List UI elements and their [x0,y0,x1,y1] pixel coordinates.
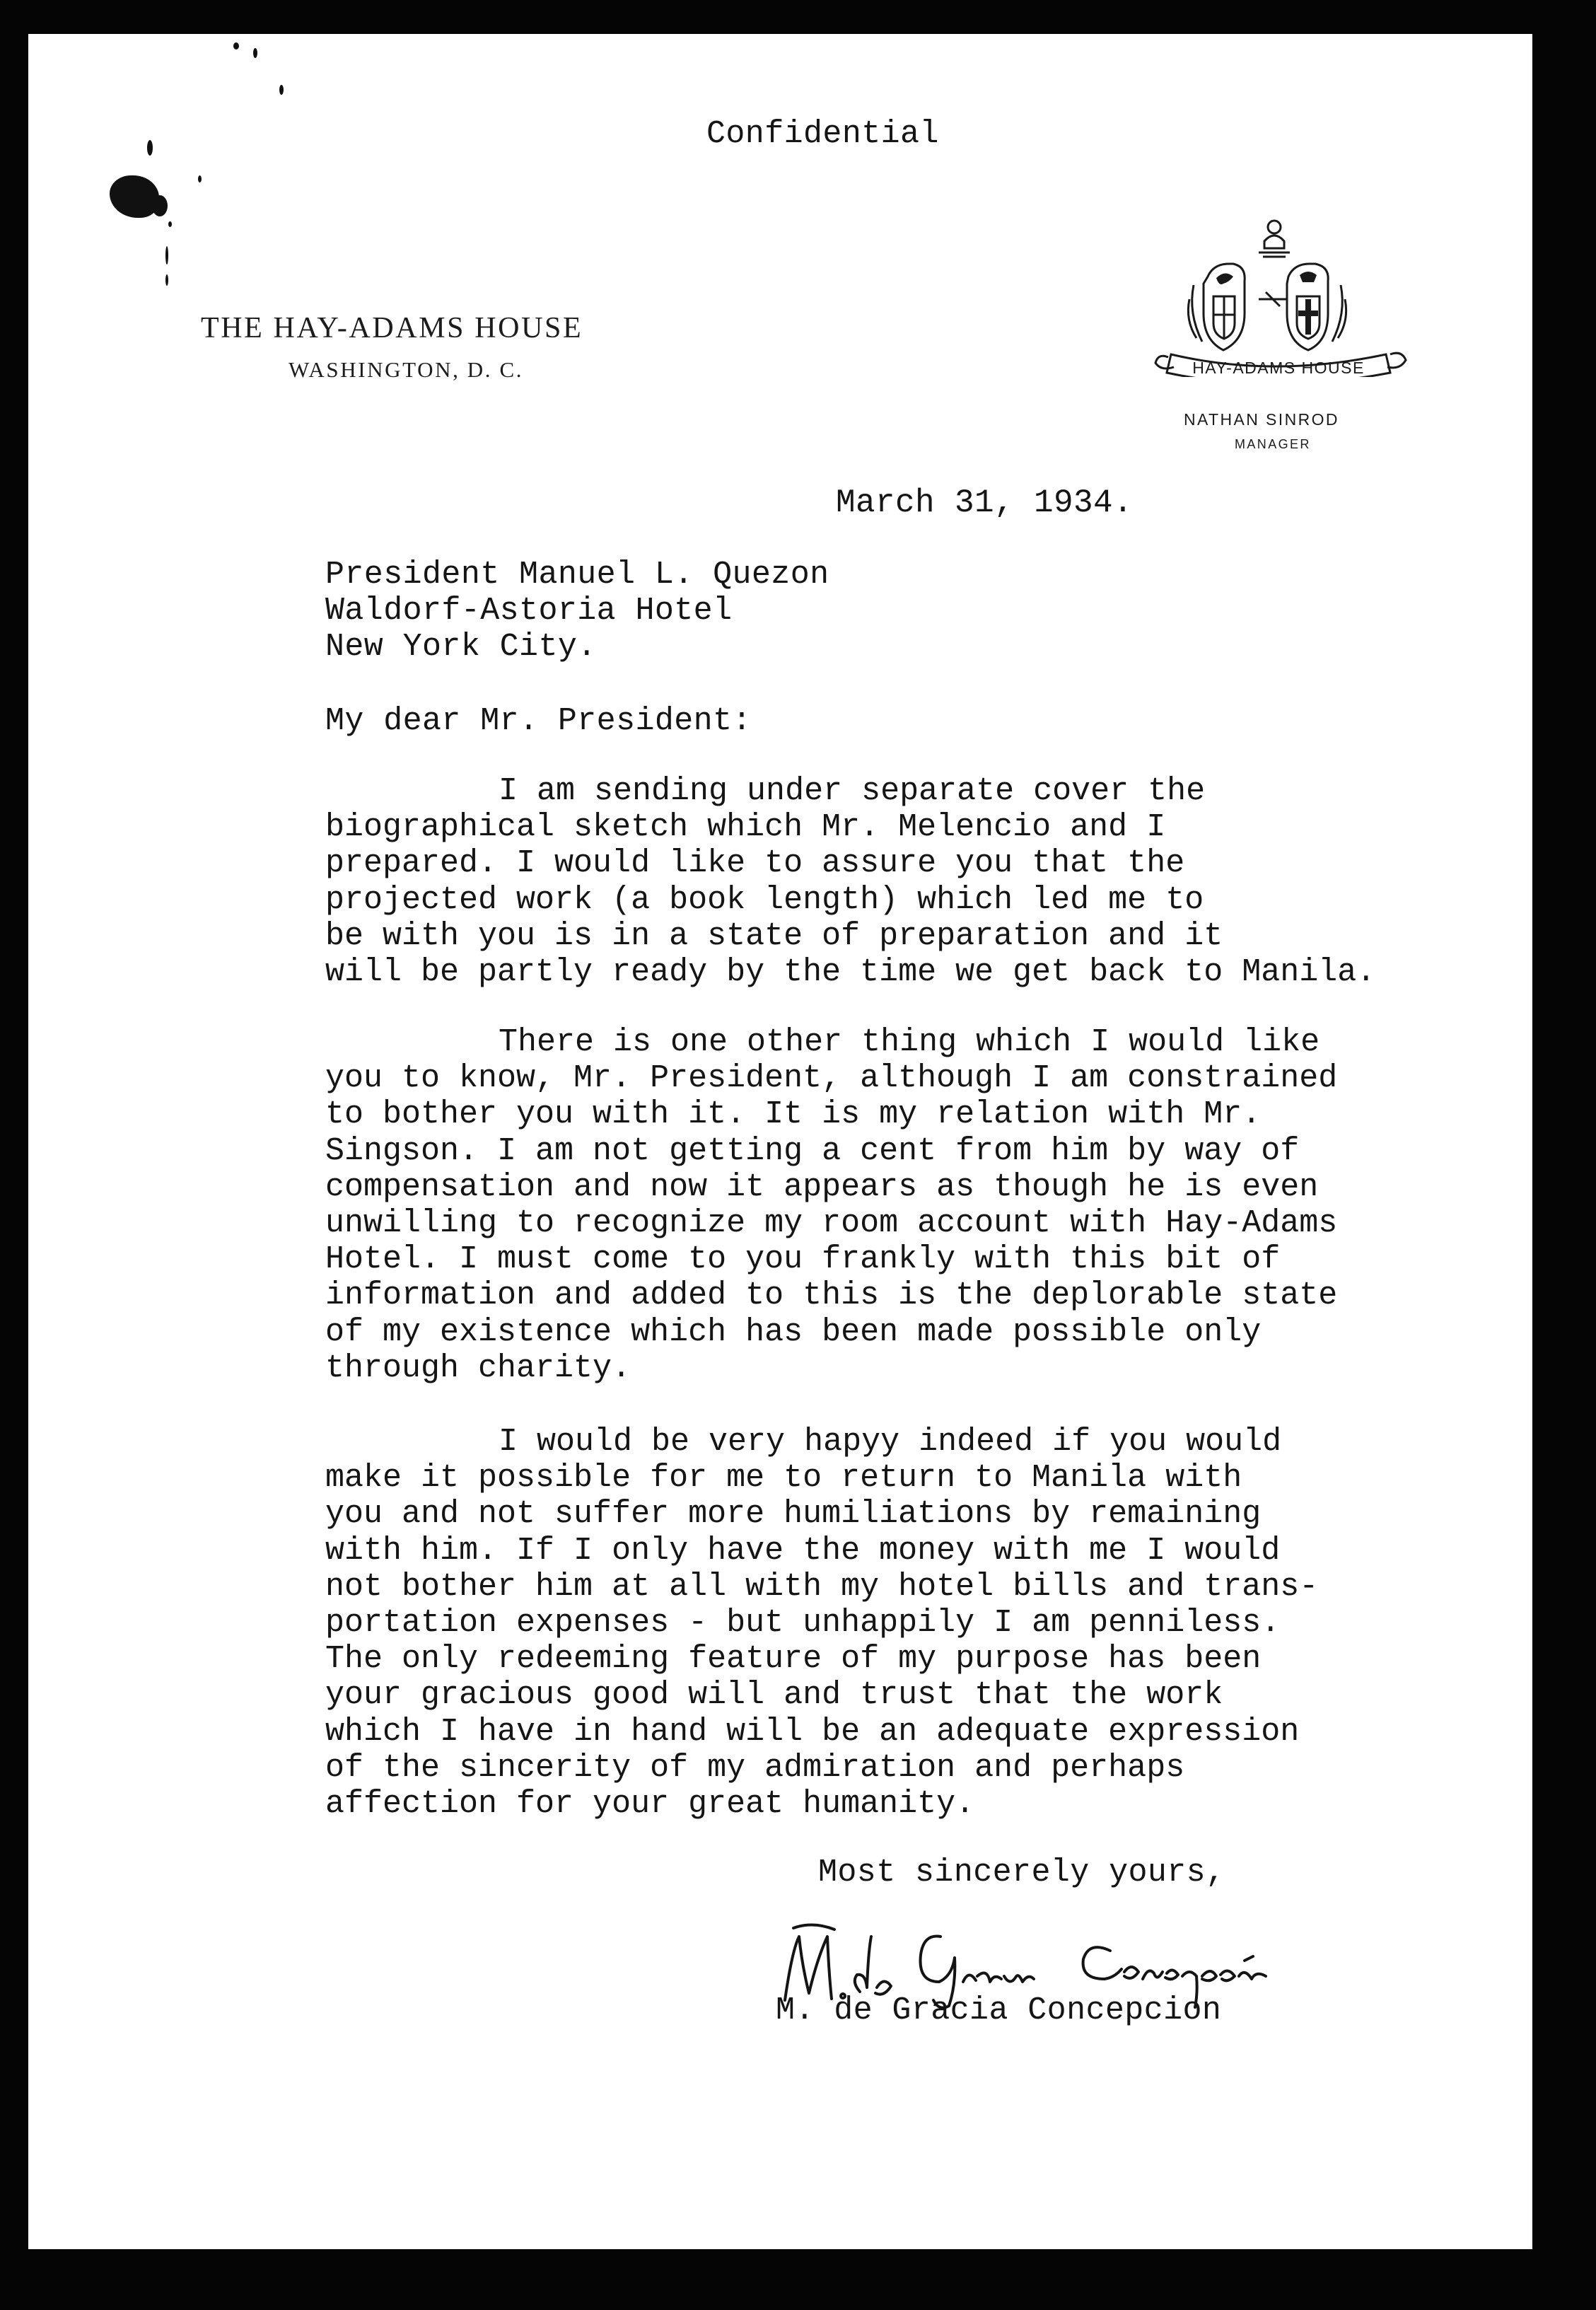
paragraph-line: not bother him at all with my hotel bills and trans- [325,1568,1319,1605]
letter-date: March 31, 1934. [836,484,1134,521]
paragraph-line: compensation and now it appears as though he is even [325,1168,1319,1205]
hay-adams-crest-icon [1146,193,1443,381]
paragraph-line: projected work (a book length) which led me to [325,881,1204,918]
classification-label: Confidential [706,116,939,152]
paragraph-line: The only redeeming feature of my purpose has been [325,1641,1262,1678]
paragraph-line: will be partly ready by the time we get back to Manila. [325,954,1376,991]
body-paragraph-3 [325,1424,1556,1822]
paragraph-line: you to know, Mr. President, although I am constrained [325,1060,1338,1097]
paragraph-line: your gracious good will and trust that the work [325,1677,1223,1714]
paragraph-line: to bother you with it. It is my relation with Mr. [325,1096,1262,1133]
paragraph-line: Hotel. I must come to you frankly with this bit of [325,1241,1281,1278]
paragraph-line: prepared. I would like to assure you that the [325,845,1185,882]
paragraph-line: unwilling to recognize my room account with Hay-Adams [325,1205,1338,1242]
hotel-name: THE HAY-ADAMS HOUSE [201,312,583,344]
recipient-line-2: Waldorf-Astoria Hotel [325,593,733,629]
paragraph-line: biographical sketch which Mr. Melencio and I [325,809,1166,846]
closing: Most sincerely yours, [818,1855,1225,1891]
hotel-location: WASHINGTON, D. C. [289,357,524,382]
recipient-line-3: New York City. [325,629,597,665]
manager-name: NATHAN SINROD [1184,410,1339,429]
signatory-name: M. de Gracia Concepcion [776,1992,1222,2028]
salutation: My dear Mr. President: [325,703,752,739]
paragraph-line: you and not suffer more humiliations by remaining [325,1496,1262,1533]
paragraph-line: There is one other thing which I would like [499,1024,1320,1060]
paragraph-line: affection for your great humanity. [325,1786,975,1823]
crest-banner-text: HAY-ADAMS HOUSE [1192,359,1365,377]
paragraph-line: with him. If I only have the money with me I would [325,1532,1281,1569]
paragraph-line: of the sincerity of my admiration and perhaps [325,1749,1185,1786]
recipient-line-1: President Manuel L. Quezon [325,557,829,593]
paragraph-line: make it possible for me to return to Manila with [325,1460,1242,1497]
letter-page [28,34,1532,2249]
paragraph-line: I would be very hapyy indeed if you would [499,1424,1282,1460]
body-paragraph-2 [325,1024,1556,1386]
paragraph-line: portation expenses - but unhappily I am penniless. [325,1605,1281,1642]
paragraph-line: I am sending under separate cover the [499,773,1206,809]
paragraph-line: of my existence which has been made possible only [325,1313,1262,1350]
paragraph-line: be with you is in a state of preparation and it [325,917,1223,954]
paragraph-line: which I have in hand will be an adequate expression [325,1713,1300,1750]
paragraph-line: through charity. [325,1350,631,1386]
body-paragraph-1 [325,773,1556,990]
paragraph-line: Singson. I am not getting a cent from him by way of [325,1132,1300,1169]
paragraph-line: information and added to this is the deplorable state [325,1277,1338,1314]
manager-title: MANAGER [1235,437,1311,451]
